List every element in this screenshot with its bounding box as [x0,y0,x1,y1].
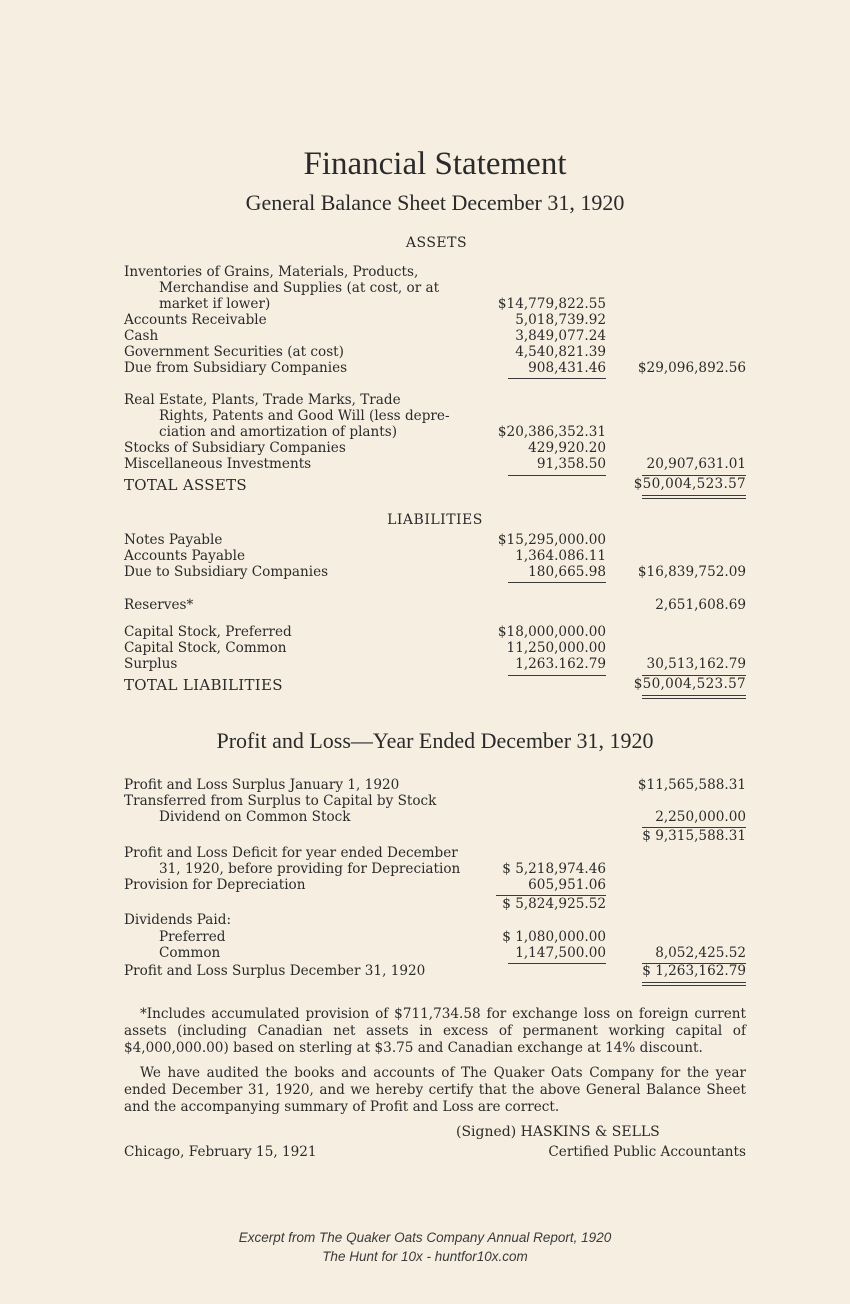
capital-preferred-row [0,624,850,641]
total-liabilities-value: $50,004,523.57 [633,676,746,692]
cash-value: 3,849,077.24 [515,328,606,344]
current-assets-subtotal: $29,096,892.56 [637,360,746,376]
pl-deficit-label-1: Profit and Loss Deficit for year ended December [124,845,458,861]
rule [642,982,746,983]
pl-deficit-total-value: $ 5,824,925.52 [502,896,606,912]
fixed-assets-subtotal: 20,907,631.01 [646,456,746,472]
pl-deficit-value: $ 5,218,974.46 [502,861,606,877]
place-date: Chicago, February 15, 1921 [124,1144,317,1160]
rule [642,695,746,696]
profit-loss-title: Profit and Loss—Year Ended December 31, 1920 [216,728,654,753]
pl-deficit-label-2: 31, 1920, before providing for Depreciation [159,861,461,877]
pl-depreciation-label: Provision for Depreciation [124,877,306,893]
inventories-label-2: Merchandise and Supplies (at cost, or at [159,280,440,296]
accounts-payable-value: 1,364.086.11 [515,548,606,564]
due-from-subsidiary-label: Due from Subsidiary Companies [124,360,348,376]
misc-investments-value: 91,358.50 [536,456,606,472]
surplus-value: 1,263.162.79 [515,656,606,672]
stocks-subsidiary-row [0,440,850,457]
gov-securities-label: Government Securities (at cost) [124,344,344,360]
pl-depreciation-row [0,877,850,894]
misc-investments-row [0,456,850,473]
rule [642,495,746,496]
pl-transfer-value: 2,250,000.00 [655,809,746,825]
total-liabilities-label: TOTAL LIABILITIES [124,676,283,694]
real-estate-row-1 [0,392,850,409]
due-to-subsidiary-label: Due to Subsidiary Companies [124,564,329,580]
liabilities-heading: LIABILITIES [387,512,483,528]
current-liabilities-subtotal: $16,839,752.09 [637,564,746,580]
real-estate-value: $20,386,352.31 [497,424,606,440]
pl-div-common-row [0,945,850,962]
rule [508,378,606,379]
accounts-payable-label: Accounts Payable [124,548,246,564]
rule [642,698,746,699]
due-to-subsidiary-value: 180,665.98 [528,564,606,580]
total-liabilities-row [0,676,850,693]
pl-div-preferred-label: Preferred [159,929,226,945]
cash-row [0,328,850,345]
total-assets-label: TOTAL ASSETS [124,476,247,494]
signature: (Signed) HASKINS & SELLS [456,1124,660,1140]
gov-securities-row [0,344,850,361]
surplus-label: Surplus [124,656,178,672]
pl-div-preferred-row [0,929,850,946]
rule [508,582,606,583]
pl-transfer-label-2: Dividend on Common Stock [159,809,351,825]
cash-label: Cash [124,328,159,344]
inventories-label-1: Inventories of Grains, Materials, Products, [124,264,419,280]
notes-payable-row [0,532,850,549]
pl-transfer-row-2 [0,809,850,826]
pl-deficit-total-row [0,896,850,913]
reserves-value: 2,651,608.69 [655,597,746,613]
real-estate-label-1: Real Estate, Plants, Trade Marks, Trade [124,392,401,408]
pl-div-common-label: Common [159,945,221,961]
stocks-subsidiary-value: 429,920.20 [528,440,606,456]
real-estate-row-2 [0,408,850,425]
surplus-row [0,656,850,673]
rule [642,985,746,986]
inventories-row-1 [0,264,850,281]
misc-investments-label: Miscellaneous Investments [124,456,312,472]
pl-deductions-total: 8,052,425.52 [655,945,746,961]
capital-preferred-value: $18,000,000.00 [497,624,606,640]
footer-source: Excerpt from The Quaker Oats Company Annual Report, 1920 [238,1230,612,1245]
pl-dividends-label: Dividends Paid: [124,912,232,928]
inventories-row-2 [0,280,850,297]
assets-heading: ASSETS [405,235,468,251]
pl-depreciation-value: 605,951.06 [528,877,606,893]
accounts-receivable-value: 5,018,739.92 [515,312,606,328]
pl-dec-label: Profit and Loss Surplus December 31, 1920 [124,963,426,979]
accountants-title: Certified Public Accountants [548,1144,746,1160]
pl-deficit-row-2 [0,861,850,878]
real-estate-label-2: Rights, Patents and Good Will (less depre- [159,408,450,424]
capital-common-value: 11,250,000.00 [506,640,606,656]
pl-dividends-row [0,912,850,929]
real-estate-label-3: ciation and amortization of plants) [159,424,398,440]
stocks-subsidiary-label: Stocks of Subsidiary Companies [124,440,346,456]
pl-jan-row [0,777,850,794]
capital-subtotal: 30,513,162.79 [646,656,746,672]
total-assets-row [0,476,850,493]
footer-site: The Hunt for 10x - huntfor10x.com [322,1249,528,1264]
capital-preferred-label: Capital Stock, Preferred [124,624,292,640]
accounts-receivable-row [0,312,850,329]
inventories-row-3 [0,296,850,313]
page-subtitle: General Balance Sheet December 31, 1920 [245,190,625,215]
footnote: *Includes accumulated provision of $711,734.58 for exchange loss on foreign current assets (including Canadian net assets in excess of permanent working capital of $4,000,000.00) based on sterling at $3.75 and Canadian exchange at 14% discount. [124,1006,746,1056]
accounts-payable-row [0,548,850,565]
pl-div-common-value: 1,147,500.00 [515,945,606,961]
total-assets-value: $50,004,523.57 [633,476,746,492]
inventories-label-3: market if lower) [159,296,271,312]
due-from-subsidiary-value: 908,431.46 [528,360,606,376]
pl-jan-value: $11,565,588.31 [637,777,746,793]
pl-div-preferred-value: $ 1,080,000.00 [502,929,606,945]
rule [642,498,746,499]
pl-transfer-row-1 [0,793,850,810]
due-from-subsidiary-row [0,360,850,377]
pl-dec-value: $ 1,263,162.79 [642,963,746,979]
reserves-row [0,597,850,614]
real-estate-row-3 [0,424,850,441]
notes-payable-value: $15,295,000.00 [497,532,606,548]
gov-securities-value: 4,540,821.39 [515,344,606,360]
reserves-label: Reserves* [124,597,194,613]
capital-common-label: Capital Stock, Common [124,640,287,656]
pl-after-transfer-value: $ 9,315,588.31 [642,828,746,844]
pl-after-transfer-row [0,828,850,845]
due-to-subsidiary-row [0,564,850,581]
pl-dec-row [0,963,850,980]
notes-payable-label: Notes Payable [124,532,223,548]
pl-deficit-row-1 [0,845,850,862]
inventories-value: $14,779,822.55 [497,296,606,312]
page-title: Financial Statement [303,146,567,182]
accounts-receivable-label: Accounts Receivable [124,312,267,328]
audit-statement: We have audited the books and accounts of The Quaker Oats Company for the year ended December 31, 1920, and we hereby certify that the above General Balance Sheet and the accompanying summary of Profit and Loss are correct. [124,1065,746,1115]
pl-transfer-label-1: Transferred from Surplus to Capital by Stock [124,793,437,809]
capital-common-row [0,640,850,657]
pl-jan-label: Profit and Loss Surplus January 1, 1920 [124,777,400,793]
